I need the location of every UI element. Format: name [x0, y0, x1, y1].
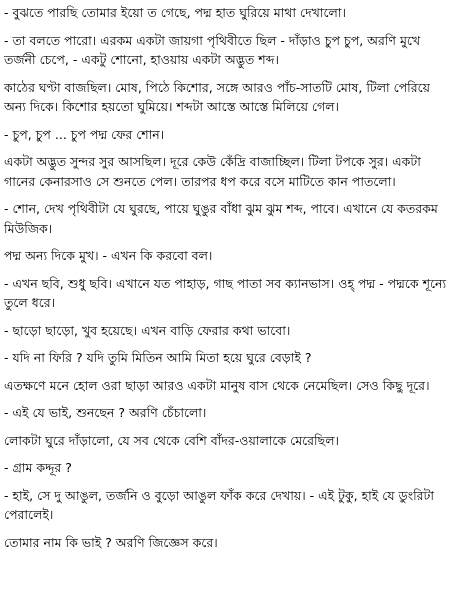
paragraph: - বুঝতে পারছি তোমার ইয়ো ত গেছে, পদ্ম হাত ঘুরিয়ে মাথা দেখালো। [4, 5, 346, 20]
paragraph: লোকটা ঘুরে দাঁড়ালো, যে সব থেকে বেশি বাঁদর-ওয়ালাকে মেরেছিল। [4, 432, 339, 448]
paragraph: - এখন ছবি, শুধু ছবি। এখানে যত পাহাড়, গাছ পাতা সব ক্যানভাস। ওহ্ পদ্ম - পদ্মকে শূন্যে তুলে ধরে। [4, 275, 447, 310]
paragraph: কাঠের ঘণ্টা বাজছিল। মোষ, পিঠে কিশোর, সঙ্গে আরও পাঁচ-সাতটি মোষ, টিলা পেরিয়ে অন্য দিকে। কিশোর হয়তো ঘুমিয়ে। শব্দটা আস্তে আস্তে মিলিয়ে গেল। [4, 79, 431, 114]
paragraph: - শোন, দেখ পৃথিবীটা যে ঘুরছে, পায়ে ঘুঙুর বাঁধা ঝুম ঝুম শব্দ, পাবে। এখানে যে কতরকম মিউজিক। [4, 201, 438, 236]
paragraph: - ছাড়ো ছাড়ো, খুব হয়েছে। এখন বাড়ি ফেরার কথা ভাবো। [4, 322, 291, 338]
paragraph: পদ্ম অন্য দিকে মুখ। - এখন কি করবো বল। [4, 248, 213, 263]
paragraph: - চুপ, চুপ ... চুপ পদ্ম ফের শোন। [4, 126, 165, 142]
paragraph: - যদি না ফিরি ? যদি তুমি মিতিন আমি মিতা হয়ে ঘুরে বেড়াই ? [4, 350, 312, 365]
paragraph: - গ্রাম কদ্দূর ? [4, 460, 72, 475]
paragraph: - তা বলতে পারো। এরকম একটা জায়গা পৃথিবীতে ছিল - দাঁড়াও চুপ চুপ, অরণি মুখে তর্জনী চেপে, - একটু শোনো, হাওয়ায় একটা অদ্ভুত শব্দ। [4, 32, 421, 67]
paragraph: - এই যে ভাই, শুনছেন ? অরণি চেঁচালো। [4, 405, 207, 420]
paragraph: - হাই, সে দু আঙুল, তর্জনি ও বুড়ো আঙুল ফাঁক করে দেখায়। - এই টুকু, হাই যে ডুংরিটা পেরালেই। [4, 487, 434, 522]
paragraph: তোমার নাম কি ভাই ? অরণি জিজ্ঞেস করে। [4, 534, 218, 550]
document-body [4, 3, 453, 560]
paragraph: একটা অদ্ভুত সুন্দর সুর আসছিল। দূরে কেউ কেঁদ্রি বাজাচ্ছিল। টিলা টপকে সুর। একটা গানের কেনারসাও সে শুনতে পেল। তারপর ধপ করে বসে মাটিতে কান পাতলো। [4, 154, 421, 189]
paragraph: এতক্ষণে মনে হোল ওরা ছাড়া আরও একটা মানুষ বাস থেকে নেমেছিল। সেও কিছু দূরে। [4, 377, 430, 393]
